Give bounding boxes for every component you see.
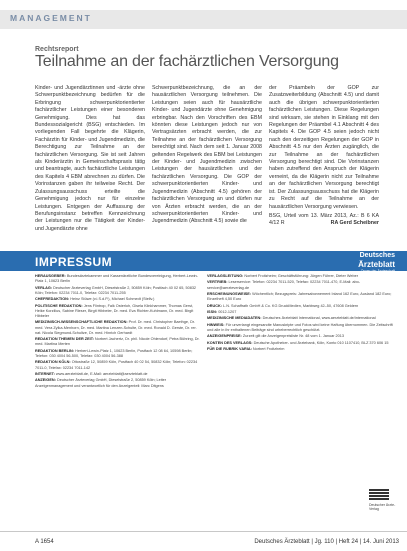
impressum-entry-head: ANZEIGENPREISE: xyxy=(207,334,243,339)
impressum-entry-head: REDAKTION KÖLN: xyxy=(35,360,72,365)
impressum-entry-head: POLITISCHE REDAKTION: xyxy=(35,303,84,308)
article-column-1 xyxy=(35,85,145,233)
impressum-entry xyxy=(207,323,397,333)
impressum-entry xyxy=(35,337,203,347)
impressum-entry-head: CHEFREDAKTION: xyxy=(35,297,71,302)
impressum-entry xyxy=(207,316,397,321)
impressum-entry-text: Jens Flintrop, Falk Osterloh, Gisela Klinkhammer, Thomas Gerst, Heike Korzilius, Sabine Rieser, Birgit Hibbeler, Dr. med. Eva Richter-Kuhlmann, Dr. med. Birgit Hibbeler xyxy=(35,303,194,318)
impressum-entry xyxy=(207,274,397,279)
impressum-entry-text: Deutscher Ärzteverlag GmbH, Dieselstraße 2, 50859 Köln; Postfach 40 02 65, 50832 Köln; Telefon: 02234 7011-0, Telefax: 02234 7011-255 xyxy=(35,285,197,295)
impressum-entry-text: L.N. Schaffrath GmbH & Co. KG DruckMedien, Marktweg 42–50, 47608 Geldern xyxy=(223,303,359,308)
impressum-entry-text: Ottostraße 12, 50859 Köln, Postfach 40 02 54, 50832 Köln; Telefon: 02234 7011-0, Telefax: 02234 7011-142 xyxy=(35,360,198,370)
logo-bars-icon xyxy=(369,489,389,503)
article-column-3 xyxy=(269,85,379,233)
impressum-entry-head: REDAKTION THEMEN DER ZEIT: xyxy=(35,337,95,342)
journal-issue: Deutsches Ärzteblatt | Jg. 110 | Heft 24 | 14. Juni 2013 xyxy=(254,539,399,545)
impressum-entry xyxy=(35,360,203,370)
impressum-entry xyxy=(35,304,203,320)
brand-tagline: Organ der Ärzteschaft xyxy=(360,269,395,273)
article-source xyxy=(269,213,379,228)
impressum-entry-head: KONTEN DES VERLAGS: xyxy=(207,340,254,345)
impressum-entry xyxy=(207,341,397,346)
impressum-entry-text: Norbert Jachertz, Dr. phil. Nicole Ohlendorf, Petra Bühring, Dr. med. Martina Merten xyxy=(35,337,200,347)
impressum-column-2 xyxy=(207,274,397,524)
impressum-entry-text: Leserservice: Telefon: 02234 7011-520, Telefax: 02234 7011-470, E-Mail: abo-service@aerzteverlag.de xyxy=(207,280,360,290)
impressum-column-1 xyxy=(35,274,203,524)
impressum-entry-text: Prof. Dr. med. Christopher Baethge, Dr. med. Vera Zylka-Menhorn, Dr. med. Martina Lenzen-Schulte, Dr. med. Ronald D. Gerste, Dr. rer. nat. Nicola Siegmund-Schultze, Dr. med. Hinrich Gerhardt xyxy=(35,320,197,335)
impressum-entry xyxy=(207,347,397,352)
impressum-entry xyxy=(207,280,397,290)
impressum-entry xyxy=(207,304,397,309)
journal-brand xyxy=(358,252,395,273)
impressum-entry-head: DRUCK: xyxy=(207,303,224,308)
impressum-entry-head: ISSN: xyxy=(207,309,219,314)
impressum-entry xyxy=(35,286,203,296)
impressum-entry-head: FÜR DIE RUBRIK VARIA: xyxy=(207,347,253,352)
article-text: Kinder- und Jugendärztinnen und -ärzte ohne Schwerpunktbezeichnung bedürfen für die Erbringung schwerpunktorientierter fachärztlicher Leistungen einer besonderen Genehmigung. Dies hat das Bundessozialgericht (BSG) entschieden. Im vorliegenden Fall begehrte die Klägerin, Fachärztin für Kinder- und Jugendmedizin, die Berechtigung zur Teilnahme an der fachärztlichen Versorgung. Sie ist seit Jahren als Kinderärztin in Gemeinschaftspraxis tätig und beantragte, auch fachärztliche Leistungen des Kapitels 4 EBM abrechnen zu dürfen. Die Vorinstanzen gaben ihr teilweise Recht. Der Zulassungsausschuss erteilte die Genehmigung jedoch nur für einzelne Leistungen. Entgegen der Auffassung der Berufungsinstanz betreffen Kennzeichnung der Leistungen nur die Tätigkeit der Kinder- und Jugendärzte ohne xyxy=(35,85,145,232)
impressum-entry xyxy=(35,297,203,302)
impressum-entry xyxy=(207,310,397,315)
impressum-body xyxy=(35,274,397,524)
article-title: Teilnahme an der fachärztlichen Versorgung xyxy=(35,53,339,70)
impressum-entry-text: Deutsche Apotheker- und Ärztebank, Köln, Konto 010 1107410, BLZ 370 606 15 xyxy=(253,340,389,345)
impressum-entry-head: VERTRIEB: xyxy=(207,280,229,285)
article-column-2 xyxy=(152,85,262,233)
impressum-entry-text: Für unverlangt eingesandte Manuskripte und Fotos wird keine Haftung übernommen. Die Zeitschrift und alle in ihr enthaltenen Beiträge sind urheberrechtlich geschützt. xyxy=(207,322,393,332)
impressum-entry-text: Deutsches Ärzteblatt International, www.aerzteblatt.de/international xyxy=(262,316,376,321)
impressum-entry xyxy=(35,378,203,388)
impressum-entry xyxy=(207,292,397,302)
article-text: der Präambeln der GOP zur Zusatzweiterbildung (Abschnitt 4.5) und damit auch die übrigen schwerpunktorientierten fachärztlichen Leistungen. Diese Regelungen sind wirksam, sie stehen in Einklang mit den Regelungen der Präambel 4.1 Abschnitt 4 des Kapitels 4. Die GOP 4.5 seien jedoch nicht nach den derzeitigen Regelungen der GOP in Abschnitt 4.5 nur den Ärzten zugänglich, die zur Teilnahme an der fachärztlichen Versorgung berechtigt sind. Die Vorinstanzen haben zutreffend den Anspruch der Klägerin verneint, da die Klägerin nicht zur Teilnahme an der fachärztlichen Versorgung berechtigt ist. Der Zulassungsausschuss hat die Klägerin zu Recht auf die Teilnahme an der hausärztlichen Versorgung verwiesen. xyxy=(269,85,379,210)
impressum-entry-text: 0012-1207 xyxy=(218,309,237,314)
impressum-entry-head: HINWEIS: xyxy=(207,322,226,327)
article-rubric: Rechtsreport xyxy=(35,46,79,53)
impressum-entry xyxy=(207,334,397,339)
impressum-entry-text: Norbert Froitzheim; Geschäftsführung: Jürgen Führer, Dieter Weber xyxy=(244,274,359,278)
impressum-entry-head: INTERNET: xyxy=(35,371,56,376)
impressum-entry-head: ANZEIGEN: xyxy=(35,378,57,383)
section-label: MANAGEMENT xyxy=(10,13,92,23)
impressum-entry-head: REDAKTION BERLIN: xyxy=(35,348,76,353)
publisher-logo xyxy=(369,489,397,511)
impressum-entry-text: Zurzeit gilt die Anzeigenpreisliste Nr. 48 vom 1. Januar 2013 xyxy=(242,334,344,339)
impressum-entry-text: Wöchentlich; Bezugspreis: Jahresabonnement Inland 162 Euro, Ausland 182 Euro; Einzelheft 4,50 Euro xyxy=(207,291,392,302)
article-text: Schwerpunktbezeichnung, die an der hausärztlichen Versorgung teilnehmen. Die Leistungen seien auch für hausärztliche Kinder- und Jugendärzte ohne Genehmigung erbringbar. Nach den Vorschriften des EBM könnten diese Leistungen jedoch nur von Vertragsärzten erbracht werden, die zur Teilnahme an der fachärztlichen Versorgung berechtigt sind. Nach dem seit 1. Januar 2008 geltenden Regelwerk des EBM bei Leistungen der Kinder- und Jugendmedizin zwischen Leistungen der hausärztlichen und der fachärztlichen Versorgung. Die GOP der schwerpunktorientierten Kinder- und Jugendmedizin (Abschnitt 4.5) gehören der fachärztlichen Versorgung an und dürfen nur von Ärzten erbracht werden, die an der schwerpunktorientierten Kinder- und Jugendmedizin (Abschnitt 4.5) sowie die xyxy=(152,85,262,225)
impressum-entry-head: MEDIZINISCH-WISSENSCHAFTLICHE REDAKTION: xyxy=(35,320,129,325)
author-signature: RA Gerd Scheibner xyxy=(330,220,379,227)
publisher-logo-text: Deutscher Ärzte-Verlag xyxy=(369,503,396,511)
footer-divider xyxy=(0,531,407,532)
impressum-entry-head: HERAUSGEBER: xyxy=(35,274,67,278)
impressum-entry-head: VERLAG: xyxy=(35,285,54,290)
impressum-entry xyxy=(35,349,203,359)
article-body xyxy=(35,85,390,233)
brand-line-1: Deutsches xyxy=(359,252,395,259)
impressum-entry-text: Norbert Froitzheim xyxy=(252,347,285,352)
brand-line-2: Ärzteblatt xyxy=(358,260,395,269)
impressum-entry xyxy=(35,274,203,284)
impressum-entry xyxy=(35,372,203,377)
impressum-entry-text: Bundesärztekammer und Kassenärztliche Bundesvereinigung, Herbert-Lewin-Platz 1, 10623 Berlin xyxy=(35,274,198,284)
court-citation: BSG, Urteil vom 13. März 2013, Az.: B 6 KA 4/12 R xyxy=(269,212,379,227)
page-number: A 1654 xyxy=(35,539,54,545)
impressum-entry-text: Herbert-Lewin-Platz 1, 10623 Berlin, Postfach 12 08 64, 10598 Berlin; Telefon: 030 4004 56-500, Telefax: 030 4004 56-388 xyxy=(35,348,193,358)
impressum-title: IMPRESSUM xyxy=(35,255,113,269)
impressum-entry-text: www.aerzteblatt.de, E-Mail: aerzteblatt@aerzteblatt.de xyxy=(55,371,148,376)
impressum-entry-head: VERLAGSLEITUNG: xyxy=(207,274,245,278)
impressum-entry-head: ERSCHEINUNGSWEISE: xyxy=(207,291,253,296)
impressum-banner xyxy=(0,251,407,271)
section-header xyxy=(0,10,407,29)
impressum-entry xyxy=(35,320,203,336)
impressum-entry-text: Heinz Stüwe (v.i.S.d.P.), Michael Schmedt (Stellv.) xyxy=(70,297,155,302)
impressum-entry-text: Deutscher Ärzteverlag GmbH, Dieselstraße 2, 50859 Köln; Leiter Anzeigenmanagement und verantwortlich für den Anzeigenteil: Marc Ditgens xyxy=(35,378,167,388)
impressum-entry-head: MEDIZINISCHE MEDIADATEN: xyxy=(207,316,263,321)
